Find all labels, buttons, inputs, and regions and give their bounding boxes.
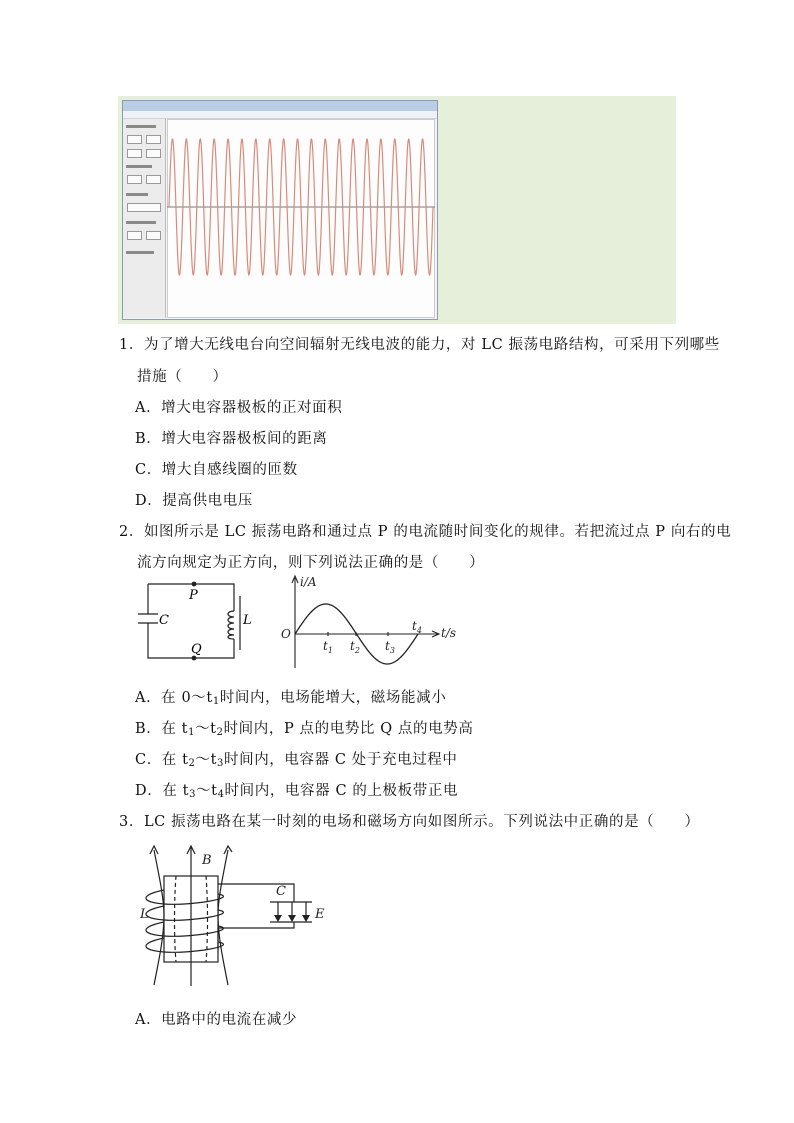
panel-button <box>146 231 161 240</box>
panel-button <box>127 203 161 212</box>
question-2-option-d: D．在 $t_3\sim t_4$时间内，电容器 C 的上极板带正电 <box>135 783 459 800</box>
window-title-bar <box>123 101 437 111</box>
label-c: C <box>276 884 286 899</box>
point-p <box>192 582 197 587</box>
e-field-arrow <box>288 915 296 922</box>
label-e: E <box>315 907 325 922</box>
question-3-stem: 3．LC 振荡电路在某一时刻的电场和磁场方向如图所示。下列说法中正确的是（ ） <box>119 814 700 830</box>
label-l: L <box>140 907 149 922</box>
solenoid-capacitor-diagram <box>130 840 330 990</box>
panel-button <box>146 149 161 158</box>
label-b: B <box>202 853 212 868</box>
panel-button <box>127 231 142 240</box>
t4-label: $t_4$ <box>412 619 422 635</box>
panel-button <box>146 175 161 184</box>
x-axis-label: t/s <box>441 626 457 640</box>
oscilloscope-screenshot <box>118 96 676 324</box>
question-1-stem-cont: 措施（ ） <box>137 369 228 385</box>
panel-button <box>127 175 142 184</box>
coil-turn <box>146 890 223 904</box>
question-1-option-d: D．提高供电电压 <box>135 493 253 509</box>
question-2-option-a: A．在 $0\sim t_1$时间内，电场能增大，磁场能减小 <box>135 690 447 707</box>
question-2-stem: 2．如图所示是 LC 振荡电路和通过点 P 的电流随时间变化的规律。若把流过点 P 向右的电 <box>119 524 732 540</box>
field-line <box>154 850 164 985</box>
question-3-option-a: A．电路中的电流在减少 <box>135 1012 298 1028</box>
y-axis-label: i/A <box>300 575 317 589</box>
question-1-option-c: C．增大自感线圈的匝数 <box>135 462 298 478</box>
control-panel <box>123 119 166 318</box>
question-1-option-a: A．增大电容器极板的正对面积 <box>135 400 343 416</box>
label-p: P <box>189 588 198 603</box>
origin-label: O <box>281 627 291 641</box>
panel-label <box>126 165 152 168</box>
t2-label: $t_2$ <box>350 639 360 655</box>
lc-circuit-diagram <box>130 578 250 664</box>
label-c: C <box>159 613 169 628</box>
label-q: Q <box>191 642 202 657</box>
e-field-arrow <box>274 915 282 922</box>
field-line <box>218 850 228 985</box>
field-line-inner <box>175 876 177 962</box>
coil-turn <box>146 922 223 936</box>
inductor-coil <box>228 611 234 639</box>
t1-label: $t_1$ <box>323 639 333 655</box>
panel-label <box>126 193 148 196</box>
waveform-plot <box>167 119 435 318</box>
coil-turn <box>146 906 223 920</box>
panel-button <box>127 135 142 144</box>
panel-button <box>127 149 142 158</box>
software-window <box>122 100 438 320</box>
window-menu-bar <box>123 111 437 119</box>
panel-button <box>146 135 161 144</box>
e-field-arrow <box>302 915 310 922</box>
question-2-option-b: B．在 $t_1\sim t_2$时间内，P 点的电势比 Q 点的电势高 <box>135 721 474 738</box>
current-time-graph <box>278 572 468 672</box>
question-2-stem-cont: 流方向规定为正方向，则下列说法正确的是（ ） <box>137 555 485 571</box>
question-2-option-c: C．在 $t_2\sim t_3$时间内，电容器 C 处于充电过程中 <box>135 752 458 769</box>
question-1-stem: 1．为了增大无线电台向空间辐射无线电波的能力，对 LC 振荡电路结构，可采用下列哪些 <box>119 337 720 353</box>
question-1-option-b: B．增大电容器极板间的距离 <box>135 431 328 447</box>
label-l: L <box>243 613 252 628</box>
panel-label <box>126 125 156 128</box>
t3-label: $t_3$ <box>385 639 395 655</box>
coil-turn <box>146 938 223 952</box>
panel-label <box>126 251 154 254</box>
circuit-wire <box>218 922 294 950</box>
panel-label <box>126 221 156 224</box>
